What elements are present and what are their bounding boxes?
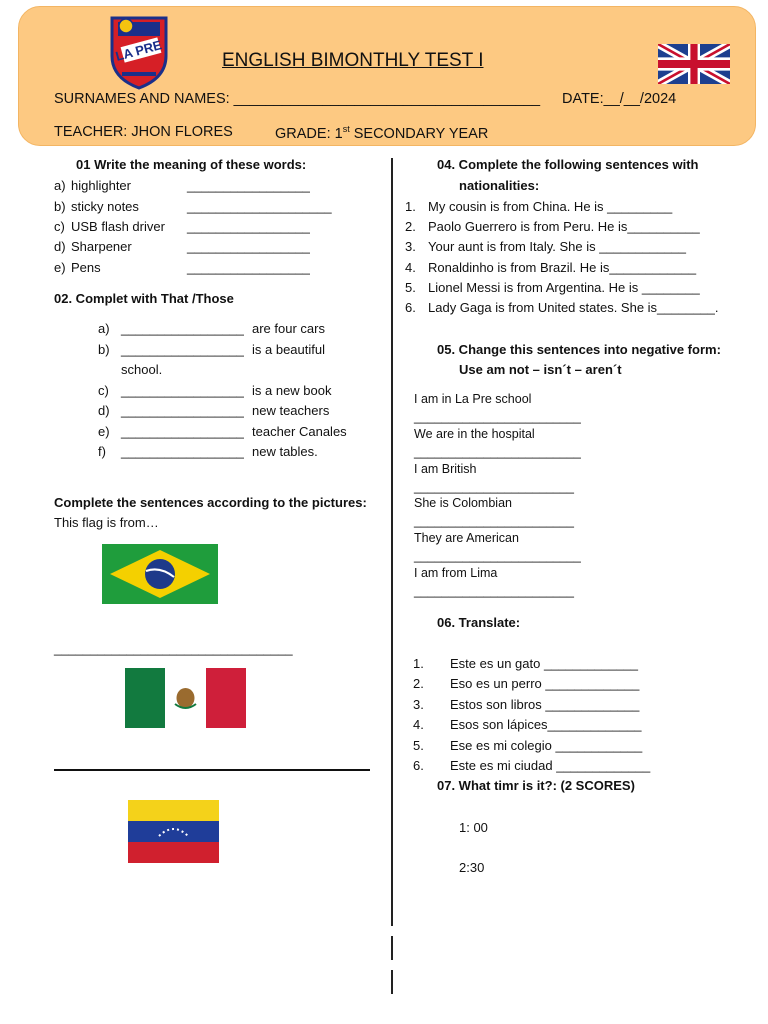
sentence-text[interactable]: Eso es un perro _____________ xyxy=(450,676,640,691)
list-marker: 6. xyxy=(405,300,416,315)
sentence-text: are four cars xyxy=(252,321,325,336)
sentence-text: is a beautiful xyxy=(252,342,325,357)
sentence-text: new tables. xyxy=(252,444,318,459)
sentence-text[interactable]: Your aunt is from Italy. She is ____________ xyxy=(428,239,687,254)
answer-blank[interactable]: _______________________ xyxy=(414,514,574,528)
sentence-text: They are American xyxy=(414,531,519,545)
sentence-text[interactable]: Este es un gato _____________ xyxy=(450,656,638,671)
venezuela-flag-icon xyxy=(128,800,219,863)
time-item: 2:30 xyxy=(459,860,485,875)
school-logo xyxy=(108,12,170,90)
teacher-label: TEACHER: JHON FLORES xyxy=(54,124,233,140)
sentence-text[interactable]: Lady Gaga is from United states. She is________. xyxy=(428,300,719,315)
divider-segment xyxy=(391,970,393,994)
list-marker: b) xyxy=(98,342,110,357)
answer-blank[interactable]: _________________ xyxy=(121,403,244,418)
sentence-text: new teachers xyxy=(252,403,330,418)
sentence-text[interactable]: Esos son lápices_____________ xyxy=(450,717,642,732)
list-marker: a) xyxy=(98,321,110,336)
section2-title: 02. Complet with That /Those xyxy=(54,291,234,306)
list-marker: 4. xyxy=(413,717,424,732)
list-marker: 5. xyxy=(405,280,416,295)
section1-title: 01 Write the meaning of these words: xyxy=(76,157,307,172)
sentence-text[interactable]: Ronaldinho is from Brazil. He is____________ xyxy=(428,260,697,275)
divider-segment xyxy=(391,936,393,960)
answer-blank[interactable]: ____________________ xyxy=(187,199,332,214)
list-marker: 1. xyxy=(405,199,416,214)
sentence-text[interactable]: Este es mi ciudad _____________ xyxy=(450,758,651,773)
list-marker: 5. xyxy=(413,738,424,753)
answer-blank[interactable]: _________________ xyxy=(121,444,244,459)
section6-title: 06. Translate: xyxy=(437,615,521,630)
list-marker: 2. xyxy=(413,676,424,691)
list-marker: f) xyxy=(98,444,106,459)
word-item: Sharpener xyxy=(71,239,132,254)
section3-subtitle: This flag is from… xyxy=(54,515,159,530)
list-marker: c) xyxy=(98,383,109,398)
answer-line[interactable] xyxy=(54,769,370,771)
list-marker: d) xyxy=(54,239,66,254)
answer-blank[interactable]: _________________ xyxy=(187,219,310,234)
section4-title: 04. Complete the following sentences with xyxy=(437,157,699,172)
sentence-text: school. xyxy=(121,362,163,377)
grade-label: GRADE: 1st SECONDARY YEAR xyxy=(275,124,489,142)
list-marker: d) xyxy=(98,403,110,418)
test-title: ENGLISH BIMONTHLY TEST I xyxy=(222,50,484,71)
word-item: sticky notes xyxy=(71,199,139,214)
answer-blank[interactable]: _________________ xyxy=(121,424,244,439)
answer-blank[interactable]: _______________________ xyxy=(414,584,574,598)
section4-title-cont: nationalities: xyxy=(459,178,540,193)
column-divider xyxy=(391,158,393,926)
list-marker: e) xyxy=(54,260,66,275)
list-marker: 2. xyxy=(405,219,416,234)
answer-blank[interactable]: _________________ xyxy=(187,178,310,193)
word-item: USB flash driver xyxy=(71,219,165,234)
sentence-text[interactable]: My cousin is from China. He is _________ xyxy=(428,199,673,214)
answer-blank[interactable]: _________________ xyxy=(121,383,244,398)
answer-blank[interactable]: _________________ xyxy=(187,260,310,275)
word-item: Pens xyxy=(71,260,101,275)
sentence-text: I am in La Pre school xyxy=(414,392,532,406)
sentence-text: I am British xyxy=(414,462,477,476)
word-item: highlighter xyxy=(71,178,131,193)
sentence-text: We are in the hospital xyxy=(414,427,535,441)
answer-blank[interactable]: _________________ xyxy=(121,342,244,357)
section5-title: 05. Change this sentences into negative form: xyxy=(437,342,721,357)
svg-text:LA PRE: LA PRE xyxy=(113,37,164,64)
sentence-text[interactable]: Ese es mi colegio ____________ xyxy=(450,738,643,753)
answer-blank[interactable]: _______________________ xyxy=(414,480,574,494)
list-marker: a) xyxy=(54,178,66,193)
list-marker: 1. xyxy=(413,656,424,671)
answer-blank[interactable]: _________________________________ xyxy=(54,641,293,656)
sentence-text[interactable]: Paolo Guerrero is from Peru. He is__________ xyxy=(428,219,700,234)
section5-title-cont: Use am not – isn´t – aren´t xyxy=(459,362,622,377)
names-field[interactable]: SURNAMES AND NAMES: ______________________________________ xyxy=(54,91,541,107)
answer-blank[interactable]: _________________ xyxy=(121,321,244,336)
answer-blank[interactable]: ________________________ xyxy=(414,410,581,424)
time-item: 1: 00 xyxy=(459,820,488,835)
list-marker: e) xyxy=(98,424,110,439)
date-field[interactable]: DATE:__/__/2024 xyxy=(562,91,677,107)
section7-title: 07. What timr is it?: (2 SCORES) xyxy=(437,778,635,793)
sentence-text: I am from Lima xyxy=(414,566,498,580)
mexico-flag-icon xyxy=(125,668,246,728)
answer-blank[interactable]: _________________ xyxy=(187,239,310,254)
sentence-text: She is Colombian xyxy=(414,496,512,510)
section3-title: Complete the sentences according to the pictures: xyxy=(54,495,367,510)
uk-flag-icon xyxy=(658,44,730,84)
sentence-text[interactable]: Lionel Messi is from Argentina. He is ________ xyxy=(428,280,700,295)
sentence-text: is a new book xyxy=(252,383,332,398)
answer-blank[interactable]: ________________________ xyxy=(414,549,581,563)
answer-blank[interactable]: ________________________ xyxy=(414,445,581,459)
list-marker: c) xyxy=(54,219,65,234)
list-marker: 6. xyxy=(413,758,424,773)
sentence-text: teacher Canales xyxy=(252,424,347,439)
list-marker: 3. xyxy=(413,697,424,712)
list-marker: 4. xyxy=(405,260,416,275)
list-marker: b) xyxy=(54,199,66,214)
brazil-flag-icon xyxy=(102,544,218,604)
sentence-text[interactable]: Estos son libros _____________ xyxy=(450,697,640,712)
list-marker: 3. xyxy=(405,239,416,254)
